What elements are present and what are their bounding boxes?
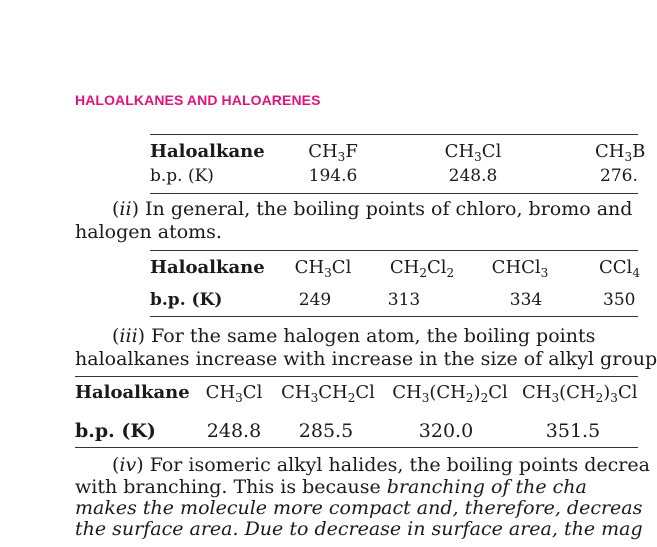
table1-compound: $CH_3F$ bbox=[308, 141, 358, 164]
table3-compound: $CH_3CH_2Cl$ bbox=[281, 382, 375, 405]
table3-bp-value: 320.0 bbox=[418, 420, 474, 442]
table3-compound: $CH_3(CH_2)_2Cl$ bbox=[392, 382, 508, 405]
table3-bottom-rule bbox=[75, 447, 638, 448]
table3-compound: $CH_3Cl$ bbox=[205, 382, 263, 405]
para-ii-line2: halogen atoms. bbox=[75, 221, 222, 243]
table3-head-label: Haloalkane bbox=[75, 382, 190, 403]
table1-top-rule bbox=[150, 134, 638, 135]
table2-head-label: Haloalkane bbox=[150, 257, 265, 278]
table3-bp-label: b.p. (K) bbox=[75, 420, 156, 442]
table2-top-rule bbox=[150, 250, 638, 251]
table2-bp-value: 313 bbox=[387, 290, 421, 310]
table2-bp-value: 334 bbox=[509, 290, 543, 310]
table2-bp-label: b.p. (K) bbox=[150, 290, 223, 310]
page-header: HALOALKANES AND HALOARENES bbox=[75, 92, 321, 108]
table1-bp-label: b.p. (K) bbox=[150, 166, 214, 186]
table2-compound: $CH_3Cl$ bbox=[294, 257, 352, 280]
table2-bottom-rule bbox=[150, 316, 638, 317]
table1-bp-value: 276. bbox=[600, 166, 638, 186]
table2-bp-value: 249 bbox=[298, 290, 332, 310]
table1-compound: $CH_3B$ bbox=[595, 141, 646, 164]
table3-top-rule bbox=[75, 376, 638, 377]
para-iv-line4: the surface area. Due to decrease in surface area, the mag bbox=[75, 518, 643, 540]
table2-bp-value: 350 bbox=[603, 290, 636, 310]
para-iv-line2: with branching. This is because branching of the cha bbox=[75, 476, 587, 498]
para-iii-line1: (iii) For the same halogen atom, the boiling points bbox=[112, 325, 596, 347]
table2-compound: $CH_2Cl_2$ bbox=[389, 257, 455, 280]
para-iii-line2: haloalkanes increase with increase in the size of alkyl group bbox=[75, 348, 657, 370]
table1-bp-value: 194.6 bbox=[308, 166, 358, 186]
table1-bottom-rule bbox=[150, 193, 638, 194]
table3-bp-value: 351.5 bbox=[545, 420, 601, 442]
para-ii-line1: (ii) In general, the boiling points of chloro, bromo and bbox=[112, 198, 633, 220]
table1-compound: $CH_3Cl$ bbox=[444, 141, 502, 164]
table3-bp-value: 285.5 bbox=[298, 420, 354, 442]
para-iv-line1: (iv) For isomeric alkyl halides, the boiling points decrea bbox=[112, 454, 650, 476]
table3-bp-value: 248.8 bbox=[206, 420, 262, 442]
para-iv-line3: makes the molecule more compact and, therefore, decreas bbox=[75, 497, 643, 519]
table1-bp-value: 248.8 bbox=[448, 166, 498, 186]
table3-compound: $CH_3(CH_2)_3Cl$ bbox=[522, 382, 638, 405]
table2-compound: CCl$_4$ bbox=[599, 257, 640, 280]
table1-head-label: Haloalkane bbox=[150, 141, 265, 162]
table2-compound: CHCl$_3$ bbox=[491, 257, 549, 280]
